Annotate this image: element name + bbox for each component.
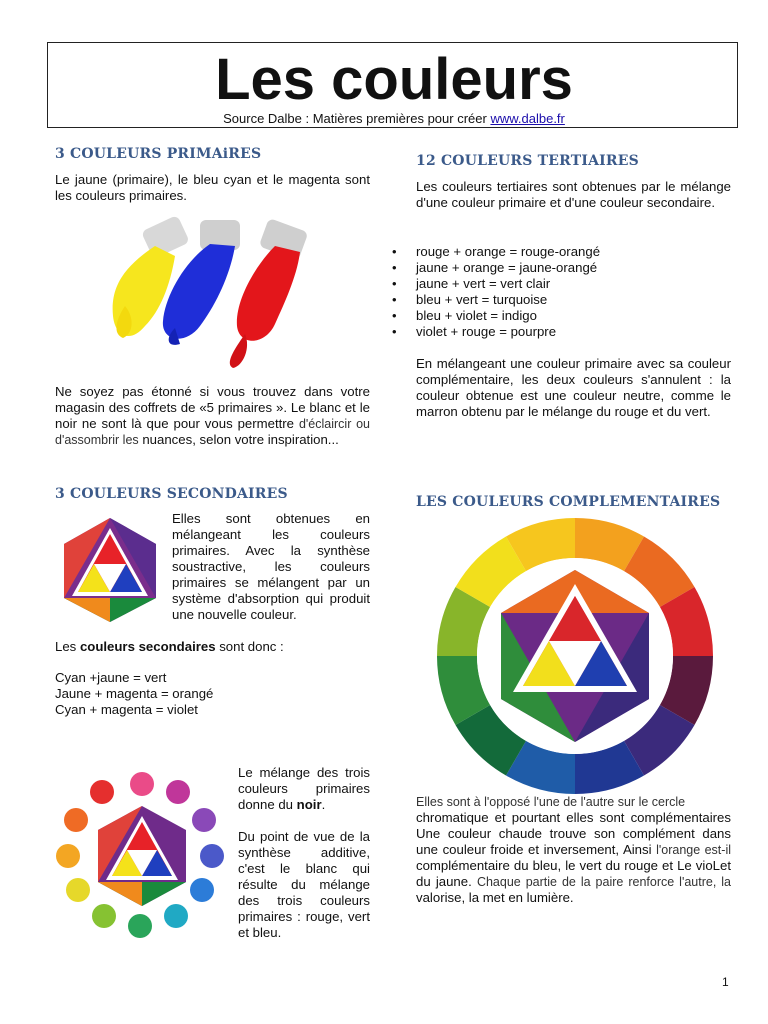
- tertiaires-note: En mélangeant une couleur primaire avec sa couleur complémentaire, les deux couleurs s'annulent : la couleur obtenue est une couleur neutre, comme le marron obtenu par le mélange du rouge et du vert.: [416, 356, 731, 419]
- list-item: • jaune + orange = jaune-orangé: [390, 260, 730, 276]
- list-item: • rouge + orange = rouge-orangé: [390, 244, 730, 260]
- additive-paragraph: Du point de vue de la synthèse additive, c'est le blanc qui résulte du mélange des trois couleurs primaires : rouge, vert et bleu.: [238, 829, 370, 940]
- lead-bold: couleurs secondaires: [79, 639, 216, 654]
- mix-item: Cyan + magenta = violet: [55, 702, 198, 717]
- complementaires-line1: [416, 794, 731, 810]
- noir-end: .: [321, 797, 326, 812]
- comp-text-a: chromatique et pourtant elles sont complémentaires Une couleur chaude trouve son complément dans une couleur froide et inversement, Ainsi: [416, 810, 731, 857]
- secondaires-body: Elles sont obtenues en mélangeant les couleurs primaires. Avec la synthèse soustractive, les couleurs primaires se mélangent par un système d'absorption qui produit une nouvelle couleur.: [172, 511, 370, 622]
- noir-paragraph: [238, 765, 370, 813]
- noir-bold: noir: [296, 797, 322, 812]
- tertiaires-intro: Les couleurs tertiaires sont obtenues par le mélange d'une couleur primaire et d'une couleur secondaire.: [416, 179, 731, 210]
- list-item: • jaune + vert = vert clair: [390, 276, 730, 292]
- source-text: Source Dalbe : Matières premières pour créer: [223, 111, 491, 126]
- secondary-mix-list: [55, 670, 370, 718]
- primaires-intro: Le jaune (primaire), le bleu cyan et le magenta sont les couleurs primaires.: [55, 172, 370, 203]
- complementaires-body: [416, 810, 731, 906]
- heading-primaires: 3 COULEURS PRIMAiRES: [55, 146, 262, 162]
- paint-tubes-image: [105, 216, 325, 372]
- source-link[interactable]: www.dalbe.fr: [490, 111, 565, 126]
- comp-light-3: Chaque partie de la paire renforce l'autre, la: [476, 875, 731, 889]
- comp-text-c: complémentaire du bleu, le vert du rouge et Le vioLet du jaune.: [416, 858, 731, 889]
- mix-item: Cyan +jaune = vert: [55, 670, 167, 685]
- note-text: Ne soyez pas étonné si vous trouvez dans votre magasin des coffrets de «5 primaires ». Le blanc et le noir ne sont là que pour vous permettre: [55, 384, 370, 431]
- primaires-note: [55, 384, 370, 448]
- list-item: • violet + rouge = pourpre: [390, 324, 730, 340]
- list-item: • bleu + violet = indigo: [390, 308, 730, 324]
- color-dots-wheel-image: [52, 770, 232, 938]
- note-text-end: nuances, selon votre inspiration...: [138, 432, 339, 447]
- lead-end: sont donc :: [215, 639, 284, 654]
- itten-color-wheel: [427, 518, 723, 794]
- heading-complementaires: LES COULEURS COMPLEMENTAIRES: [416, 494, 721, 510]
- tertiary-mix-list: [390, 244, 730, 340]
- noir-text: Le mélange des trois couleurs primaires donne du: [238, 765, 370, 812]
- note-text-light: d'éclaircir ou d'assombrir les: [55, 417, 370, 447]
- mix-item: Jaune + magenta = orangé: [55, 686, 214, 701]
- secondary-hexagon-diagram: [58, 514, 162, 626]
- comp-text-e: valorise, la met en lumière.: [416, 890, 574, 905]
- heading-secondaires: 3 COULEURS SECONDAIRES: [55, 486, 288, 502]
- list-item: • bleu + vert = turquoise: [390, 292, 730, 308]
- source-line: [0, 111, 768, 126]
- page-number: 1: [722, 975, 729, 989]
- lead-text: Les: [55, 639, 80, 654]
- page-title: Les couleurs: [215, 47, 573, 112]
- hexagon-diagram-small: [98, 806, 186, 906]
- paint-tube-red: [230, 218, 309, 368]
- heading-tertiaires: 12 COULEURS TERTIAIRES: [416, 153, 639, 169]
- comp-light-2: l'orange est-il: [656, 843, 731, 857]
- secondaires-lead: [55, 639, 370, 655]
- comp-light-1: Elles sont à l'opposé l'une de l'autre sur le cercle: [416, 795, 686, 809]
